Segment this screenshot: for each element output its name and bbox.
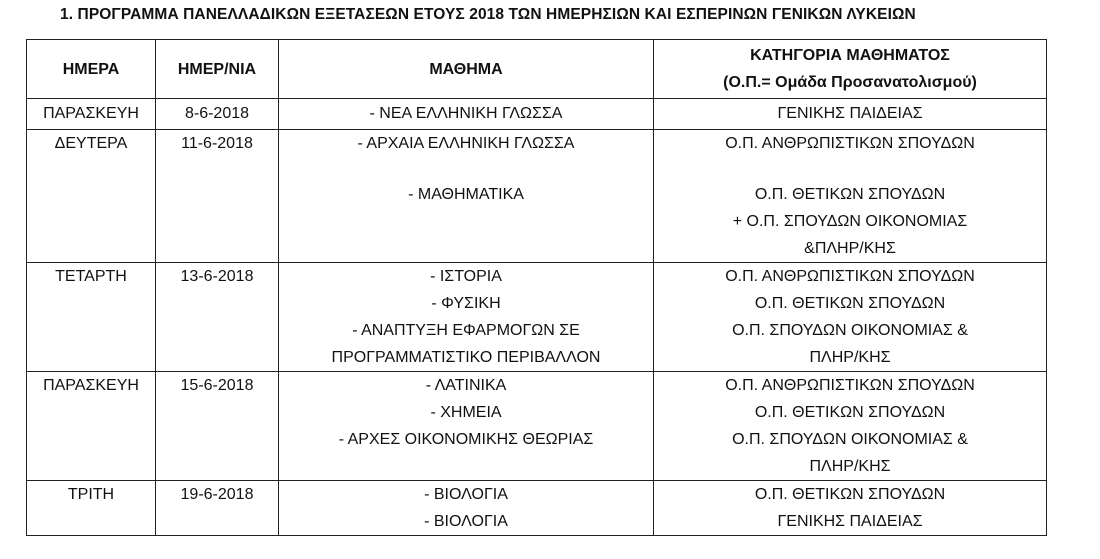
category-line: ΓΕΝΙΚΗΣ ΠΑΙΔΕΙΑΣ bbox=[777, 513, 923, 530]
category-line: Ο.Π. ΑΝΘΡΩΠΙΣΤΙΚΩΝ ΣΠΟΥΔΩΝ bbox=[725, 268, 975, 285]
cell-date: 8-6-2018 bbox=[156, 99, 279, 130]
subject-line: - ΙΣΤΟΡΙΑ bbox=[430, 268, 502, 285]
table-row bbox=[27, 481, 1047, 536]
category-line: Ο.Π. ΘΕΤΙΚΩΝ ΣΠΟΥΔΩΝ bbox=[754, 486, 946, 503]
category-line: Ο.Π. ΘΕΤΙΚΩΝ ΣΠΟΥΔΩΝ bbox=[754, 295, 946, 312]
category-line: Ο.Π. ΘΕΤΙΚΩΝ ΣΠΟΥΔΩΝ bbox=[754, 404, 946, 421]
document-title: 1. ΠΡΟΓΡΑΜΜΑ ΠΑΝΕΛΛΑΔΙΚΩΝ ΕΞΕΤΑΣΕΩΝ ΕΤΟΥΣ 2018 ΤΩΝ ΗΜΕΡΗΣΙΩΝ ΚΑΙ ΕΣΠΕΡΙΝΩΝ ΓΕΝΙΚΩΝ ΛΥΚΕΙΩΝ bbox=[60, 6, 916, 23]
subject-line: - ΑΝΑΠΤΥΞΗ ΕΦΑΡΜΟΓΩΝ ΣΕ bbox=[352, 322, 580, 339]
subject-line: - ΜΑΘΗΜΑΤΙΚΑ bbox=[408, 186, 524, 203]
table-row bbox=[27, 372, 1047, 481]
cell-day: ΔΕΥΤΕΡΑ bbox=[27, 130, 156, 263]
cell-day: ΠΑΡΑΣΚΕΥΗ bbox=[27, 372, 156, 481]
cell-day: ΤΡΙΤΗ bbox=[27, 481, 156, 536]
header-category-note: (Ο.Π.= Ομάδα Προσανατολισμού) bbox=[723, 74, 977, 91]
cell-date: 11-6-2018 bbox=[156, 130, 279, 263]
subject-line: - ΒΙΟΛΟΓΙΑ bbox=[424, 486, 508, 503]
header-category bbox=[654, 40, 1047, 99]
category-line: ΠΛΗΡ/ΚΗΣ bbox=[809, 458, 891, 475]
cell-category bbox=[654, 372, 1047, 481]
category-line: Ο.Π. ΣΠΟΥΔΩΝ ΟΙΚΟΝΟΜΙΑΣ & bbox=[732, 322, 968, 339]
cell-subject bbox=[279, 130, 654, 263]
table-row bbox=[27, 130, 1047, 263]
subject-line: - ΝΕΑ ΕΛΛΗΝΙΚΗ ΓΛΩΣΣΑ bbox=[369, 105, 563, 122]
header-date: ΗΜΕΡ/ΝΙΑ bbox=[156, 40, 279, 99]
cell-subject bbox=[279, 481, 654, 536]
subject-line: - ΑΡΧΑΙΑ ΕΛΛΗΝΙΚΗ ΓΛΩΣΣΑ bbox=[357, 135, 575, 152]
cell-category bbox=[654, 481, 1047, 536]
subject-line bbox=[283, 453, 649, 480]
category-line: ΓΕΝΙΚΗΣ ΠΑΙΔΕΙΑΣ bbox=[777, 105, 923, 122]
category-line: &ΠΛΗΡ/ΚΗΣ bbox=[804, 240, 896, 257]
cell-subject bbox=[279, 263, 654, 372]
cell-category bbox=[654, 130, 1047, 263]
subject-line: - ΛΑΤΙΝΙΚΑ bbox=[425, 377, 507, 394]
table-row bbox=[27, 263, 1047, 372]
category-line bbox=[658, 157, 1042, 181]
subject-line: - ΑΡΧΕΣ ΟΙΚΟΝΟΜΙΚΗΣ ΘΕΩΡΙΑΣ bbox=[338, 431, 594, 448]
header-day: ΗΜΕΡΑ bbox=[27, 40, 156, 99]
cell-category bbox=[654, 99, 1047, 130]
subject-line: - ΧΗΜΕΙΑ bbox=[430, 404, 502, 421]
subject-line: - ΒΙΟΛΟΓΙΑ bbox=[424, 513, 508, 530]
category-line: ΠΛΗΡ/ΚΗΣ bbox=[809, 349, 891, 366]
cell-date: 15-6-2018 bbox=[156, 372, 279, 481]
subject-line bbox=[283, 157, 649, 181]
cell-subject bbox=[279, 99, 654, 130]
table-row bbox=[27, 99, 1047, 130]
category-line: Ο.Π. ΑΝΘΡΩΠΙΣΤΙΚΩΝ ΣΠΟΥΔΩΝ bbox=[725, 135, 975, 152]
cell-date: 19-6-2018 bbox=[156, 481, 279, 536]
cell-day: ΠΑΡΑΣΚΕΥΗ bbox=[27, 99, 156, 130]
cell-day: ΤΕΤΑΡΤΗ bbox=[27, 263, 156, 372]
header-category-title: ΚΑΤΗΓΟΡΙΑ ΜΑΘΗΜΑΤΟΣ bbox=[750, 47, 950, 64]
subject-line bbox=[283, 208, 649, 235]
category-line: Ο.Π. ΑΝΘΡΩΠΙΣΤΙΚΩΝ ΣΠΟΥΔΩΝ bbox=[725, 377, 975, 394]
header-subject: ΜΑΘΗΜΑ bbox=[279, 40, 654, 99]
exam-schedule-table bbox=[26, 39, 1047, 536]
subject-line bbox=[283, 235, 649, 262]
category-line: Ο.Π. ΘΕΤΙΚΩΝ ΣΠΟΥΔΩΝ bbox=[754, 186, 946, 203]
cell-subject bbox=[279, 372, 654, 481]
category-line: Ο.Π. ΣΠΟΥΔΩΝ ΟΙΚΟΝΟΜΙΑΣ & bbox=[732, 431, 968, 448]
table-header-row bbox=[27, 40, 1047, 99]
subject-line: ΠΡΟΓΡΑΜΜΑΤΙΣΤΙΚΟ ΠΕΡΙΒΑΛΛΟΝ bbox=[331, 349, 601, 366]
category-line: + Ο.Π. ΣΠΟΥΔΩΝ ΟΙΚΟΝΟΜΙΑΣ bbox=[732, 213, 968, 230]
cell-date: 13-6-2018 bbox=[156, 263, 279, 372]
cell-category bbox=[654, 263, 1047, 372]
subject-line: - ΦΥΣΙΚΗ bbox=[431, 295, 501, 312]
